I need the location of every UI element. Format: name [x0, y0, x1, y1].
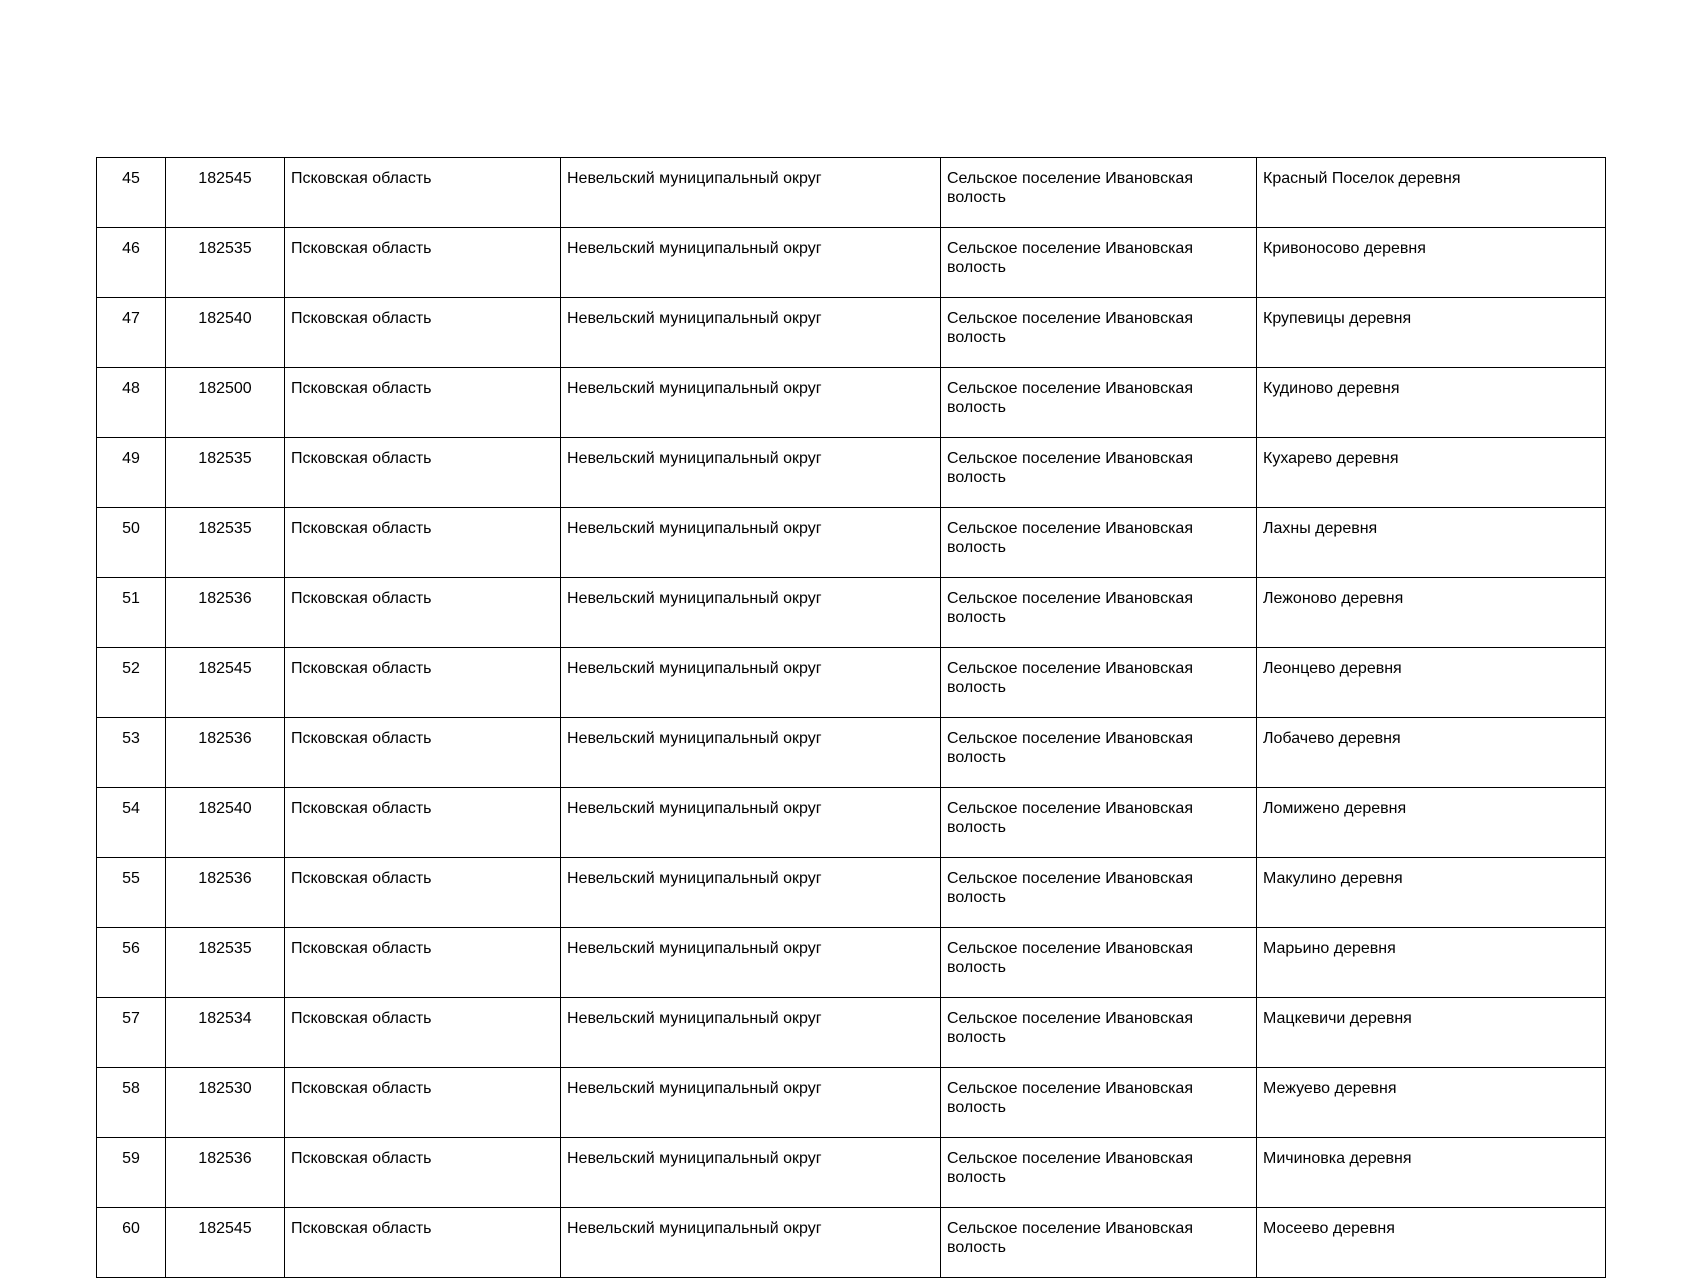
postal-code-cell: 182535 — [166, 928, 285, 998]
settlement-cell: Сельское поселение Ивановская волость — [941, 158, 1257, 228]
region-cell: Псковская область — [285, 368, 561, 438]
settlement-cell: Сельское поселение Ивановская волость — [941, 858, 1257, 928]
postal-code-cell: 182500 — [166, 368, 285, 438]
settlement-cell: Сельское поселение Ивановская волость — [941, 228, 1257, 298]
postal-code-cell: 182540 — [166, 298, 285, 368]
settlement-cell: Сельское поселение Ивановская волость — [941, 508, 1257, 578]
row-number-cell: 51 — [97, 578, 166, 648]
district-cell: Невельский муниципальный округ — [561, 158, 941, 228]
postal-code-cell: 182536 — [166, 718, 285, 788]
row-number-cell: 59 — [97, 1138, 166, 1208]
postal-code-cell: 182530 — [166, 1068, 285, 1138]
settlement-cell: Сельское поселение Ивановская волость — [941, 1138, 1257, 1208]
district-cell: Невельский муниципальный округ — [561, 718, 941, 788]
table-row — [97, 368, 1606, 438]
locality-cell: Крупевицы деревня — [1257, 298, 1606, 368]
locality-cell: Лобачево деревня — [1257, 718, 1606, 788]
table-row — [97, 158, 1606, 228]
row-number-cell: 60 — [97, 1208, 166, 1278]
district-cell: Невельский муниципальный округ — [561, 1138, 941, 1208]
table-row — [97, 298, 1606, 368]
settlement-cell: Сельское поселение Ивановская волость — [941, 298, 1257, 368]
table-body — [97, 158, 1606, 1278]
row-number-cell: 53 — [97, 718, 166, 788]
postal-code-cell: 182545 — [166, 1208, 285, 1278]
settlement-cell: Сельское поселение Ивановская волость — [941, 438, 1257, 508]
locality-cell: Ломижено деревня — [1257, 788, 1606, 858]
locality-cell: Кривоносово деревня — [1257, 228, 1606, 298]
locality-cell: Макулино деревня — [1257, 858, 1606, 928]
table-row — [97, 1068, 1606, 1138]
row-number-cell: 48 — [97, 368, 166, 438]
region-cell: Псковская область — [285, 158, 561, 228]
district-cell: Невельский муниципальный округ — [561, 438, 941, 508]
region-cell: Псковская область — [285, 228, 561, 298]
settlement-cell: Сельское поселение Ивановская волость — [941, 578, 1257, 648]
settlement-cell: Сельское поселение Ивановская волость — [941, 368, 1257, 438]
table-row — [97, 1208, 1606, 1278]
region-cell: Псковская область — [285, 298, 561, 368]
locality-cell: Лахны деревня — [1257, 508, 1606, 578]
district-cell: Невельский муниципальный округ — [561, 998, 941, 1068]
district-cell: Невельский муниципальный округ — [561, 1208, 941, 1278]
district-cell: Невельский муниципальный округ — [561, 368, 941, 438]
table-row — [97, 928, 1606, 998]
region-cell: Псковская область — [285, 788, 561, 858]
table-row — [97, 1138, 1606, 1208]
district-cell: Невельский муниципальный округ — [561, 578, 941, 648]
row-number-cell: 45 — [97, 158, 166, 228]
settlement-cell: Сельское поселение Ивановская волость — [941, 998, 1257, 1068]
locality-cell: Мосеево деревня — [1257, 1208, 1606, 1278]
postal-code-cell: 182540 — [166, 788, 285, 858]
row-number-cell: 58 — [97, 1068, 166, 1138]
district-cell: Невельский муниципальный округ — [561, 788, 941, 858]
locality-cell: Лежоново деревня — [1257, 578, 1606, 648]
row-number-cell: 46 — [97, 228, 166, 298]
table-row — [97, 578, 1606, 648]
table-row — [97, 228, 1606, 298]
settlement-cell: Сельское поселение Ивановская волость — [941, 718, 1257, 788]
region-cell: Псковская область — [285, 1208, 561, 1278]
district-cell: Невельский муниципальный округ — [561, 508, 941, 578]
locality-cell: Мичиновка деревня — [1257, 1138, 1606, 1208]
locality-cell: Кухарево деревня — [1257, 438, 1606, 508]
row-number-cell: 50 — [97, 508, 166, 578]
settlement-cell: Сельское поселение Ивановская волость — [941, 788, 1257, 858]
district-cell: Невельский муниципальный округ — [561, 228, 941, 298]
table-row — [97, 508, 1606, 578]
table-row — [97, 788, 1606, 858]
locality-cell: Марьино деревня — [1257, 928, 1606, 998]
district-cell: Невельский муниципальный округ — [561, 1068, 941, 1138]
postal-code-cell: 182545 — [166, 648, 285, 718]
locality-cell: Межуево деревня — [1257, 1068, 1606, 1138]
table-row — [97, 858, 1606, 928]
row-number-cell: 52 — [97, 648, 166, 718]
row-number-cell: 57 — [97, 998, 166, 1068]
region-cell: Псковская область — [285, 998, 561, 1068]
table-row — [97, 998, 1606, 1068]
settlement-cell: Сельское поселение Ивановская волость — [941, 928, 1257, 998]
postal-code-cell: 182535 — [166, 228, 285, 298]
locality-cell: Кудиново деревня — [1257, 368, 1606, 438]
row-number-cell: 55 — [97, 858, 166, 928]
table-row — [97, 648, 1606, 718]
postal-code-cell: 182536 — [166, 858, 285, 928]
row-number-cell: 49 — [97, 438, 166, 508]
district-cell: Невельский муниципальный округ — [561, 648, 941, 718]
postal-code-cell: 182536 — [166, 578, 285, 648]
row-number-cell: 47 — [97, 298, 166, 368]
region-cell: Псковская область — [285, 438, 561, 508]
postal-code-cell: 182535 — [166, 438, 285, 508]
region-cell: Псковская область — [285, 718, 561, 788]
district-cell: Невельский муниципальный округ — [561, 858, 941, 928]
locality-cell: Красный Поселок деревня — [1257, 158, 1606, 228]
postal-code-cell: 182545 — [166, 158, 285, 228]
district-cell: Невельский муниципальный округ — [561, 928, 941, 998]
region-cell: Псковская область — [285, 648, 561, 718]
settlement-cell: Сельское поселение Ивановская волость — [941, 1068, 1257, 1138]
region-cell: Псковская область — [285, 928, 561, 998]
region-cell: Псковская область — [285, 1068, 561, 1138]
region-cell: Псковская область — [285, 578, 561, 648]
row-number-cell: 54 — [97, 788, 166, 858]
postal-code-cell: 182536 — [166, 1138, 285, 1208]
settlement-cell: Сельское поселение Ивановская волость — [941, 1208, 1257, 1278]
postal-code-cell: 182534 — [166, 998, 285, 1068]
settlement-cell: Сельское поселение Ивановская волость — [941, 648, 1257, 718]
settlements-table — [96, 157, 1606, 1278]
region-cell: Псковская область — [285, 1138, 561, 1208]
postal-code-cell: 182535 — [166, 508, 285, 578]
region-cell: Псковская область — [285, 508, 561, 578]
region-cell: Псковская область — [285, 858, 561, 928]
table-row — [97, 718, 1606, 788]
locality-cell: Леонцево деревня — [1257, 648, 1606, 718]
row-number-cell: 56 — [97, 928, 166, 998]
district-cell: Невельский муниципальный округ — [561, 298, 941, 368]
table-row — [97, 438, 1606, 508]
locality-cell: Мацкевичи деревня — [1257, 998, 1606, 1068]
